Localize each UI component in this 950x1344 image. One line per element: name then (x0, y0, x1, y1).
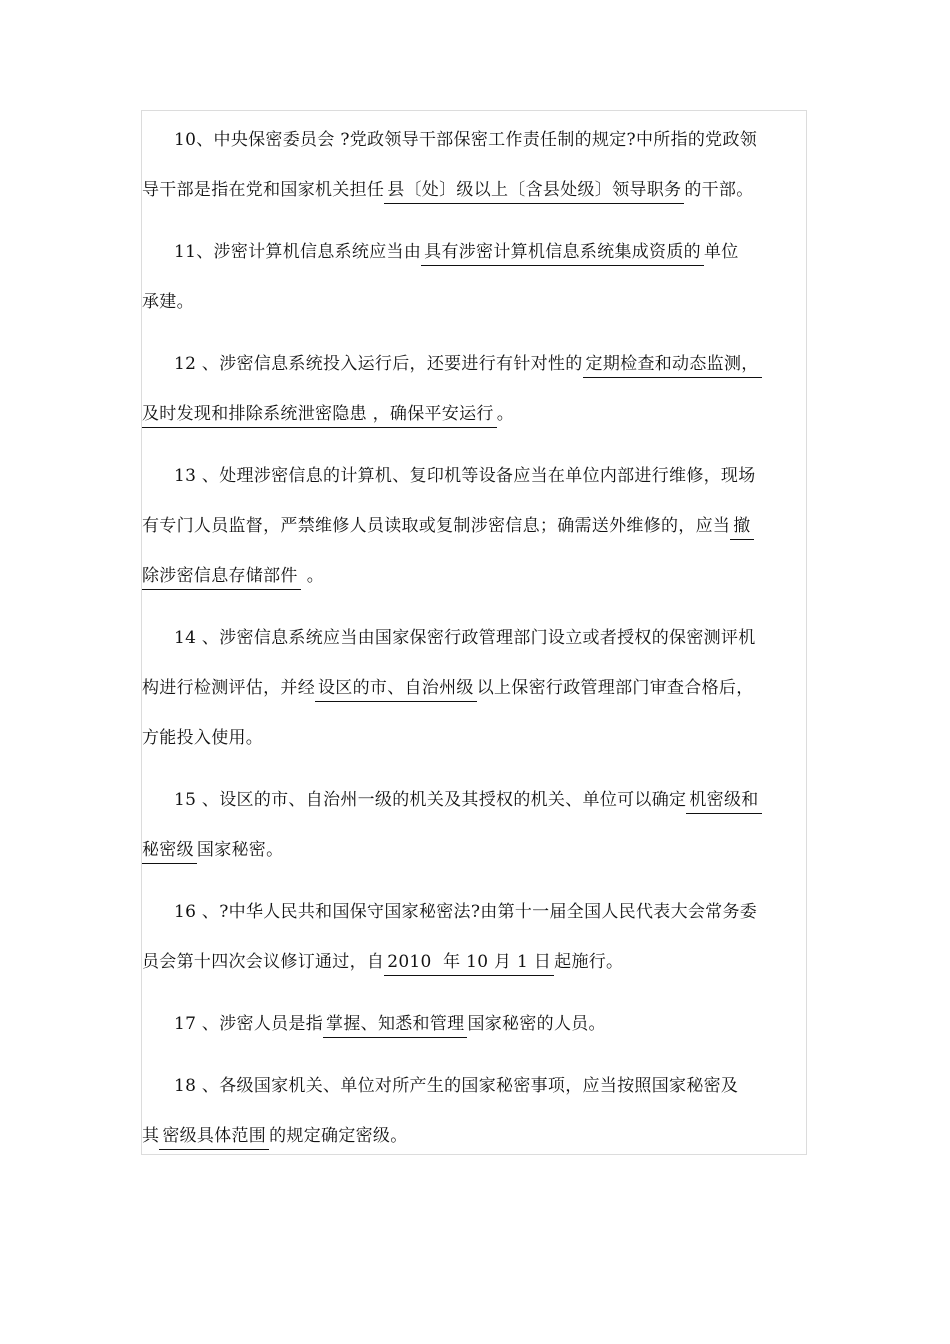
question-text: 11、涉密计算机信息系统应当由 具有涉密计算机信息系统集成资质的 单位 (174, 237, 739, 267)
answer-blank: 2010 年 10 月 1 日 (384, 952, 554, 976)
question-text: 其 密级具体范围 的规定确定密级。 (142, 1121, 408, 1151)
answer-blank: 机密级和 (686, 790, 761, 814)
question-text: 及时发现和排除系统泄密隐患 ，确保平安运行 。 (142, 399, 514, 429)
answer-blank: 秘密级 (142, 840, 197, 864)
question-text: 除涉密信息存储部件 。 (142, 561, 324, 591)
question-text: 16 、?中华人民共和国保守国家秘密法?由第十一届全国人民代表大会常务委 (174, 902, 758, 922)
answer-blank: 定期检查和动态监测， (583, 354, 762, 378)
answer-blank: 除涉密信息存储部件 (142, 566, 301, 590)
question-text: 员会第十四次会议修订通过，自 2010 年 10 月 1 日 起施行。 (142, 947, 623, 977)
question-text: 构进行检测评估，并经 设区的市、自治州级 以上保密行政管理部门审查合格后， (142, 673, 754, 703)
answer-blank: 设区的市、自治州级 (315, 678, 477, 702)
question-text: 秘密级 国家秘密。 (142, 835, 283, 865)
question-text: 导干部是指在党和国家机关担任 县〔处〕级以上〔含县处级〕领导职务 的干部。 (142, 175, 754, 205)
question-text: 18 、各级国家机关、单位对所产生的国家秘密事项，应当按照国家秘密及 (174, 1076, 739, 1096)
answer-blank: 具有涉密计算机信息系统集成资质的 (421, 242, 704, 266)
question-text: 17 、涉密人员是指 掌握、知悉和管理 国家秘密的人员。 (174, 1009, 606, 1039)
answer-blank: 县〔处〕级以上〔含县处级〕领导职务 (384, 180, 684, 204)
question-text: 10、中央保密委员会 ?党政领导干部保密工作责任制的规定?中所指的党政领 (174, 130, 758, 150)
question-text: 方能投入使用。 (142, 728, 264, 748)
question-text: 13 、处理涉密信息的计算机、复印机等设备应当在单位内部进行维修，现场 (174, 466, 756, 486)
question-text: 14 、涉密信息系统应当由国家保密行政管理部门设立或者授权的保密测评机 (174, 628, 756, 648)
answer-blank: 掌握、知悉和管理 (323, 1014, 467, 1038)
question-text: 12 、涉密信息系统投入运行后，还要进行有针对性的 定期检查和动态监测， (174, 349, 762, 379)
answer-blank: 及时发现和排除系统泄密隐患 ，确保平安运行 (142, 404, 497, 428)
question-text: 承建。 (142, 292, 194, 312)
question-text: 有专门人员监督，严禁维修人员读取或复制涉密信息；确需送外维修的，应当 撤 (142, 511, 754, 541)
question-text: 15 、设区的市、自治州一级的机关及其授权的机关、单位可以确定 机密级和 (174, 785, 762, 815)
answer-blank: 密级具体范围 (159, 1126, 269, 1150)
answer-blank: 撤 (730, 516, 753, 540)
